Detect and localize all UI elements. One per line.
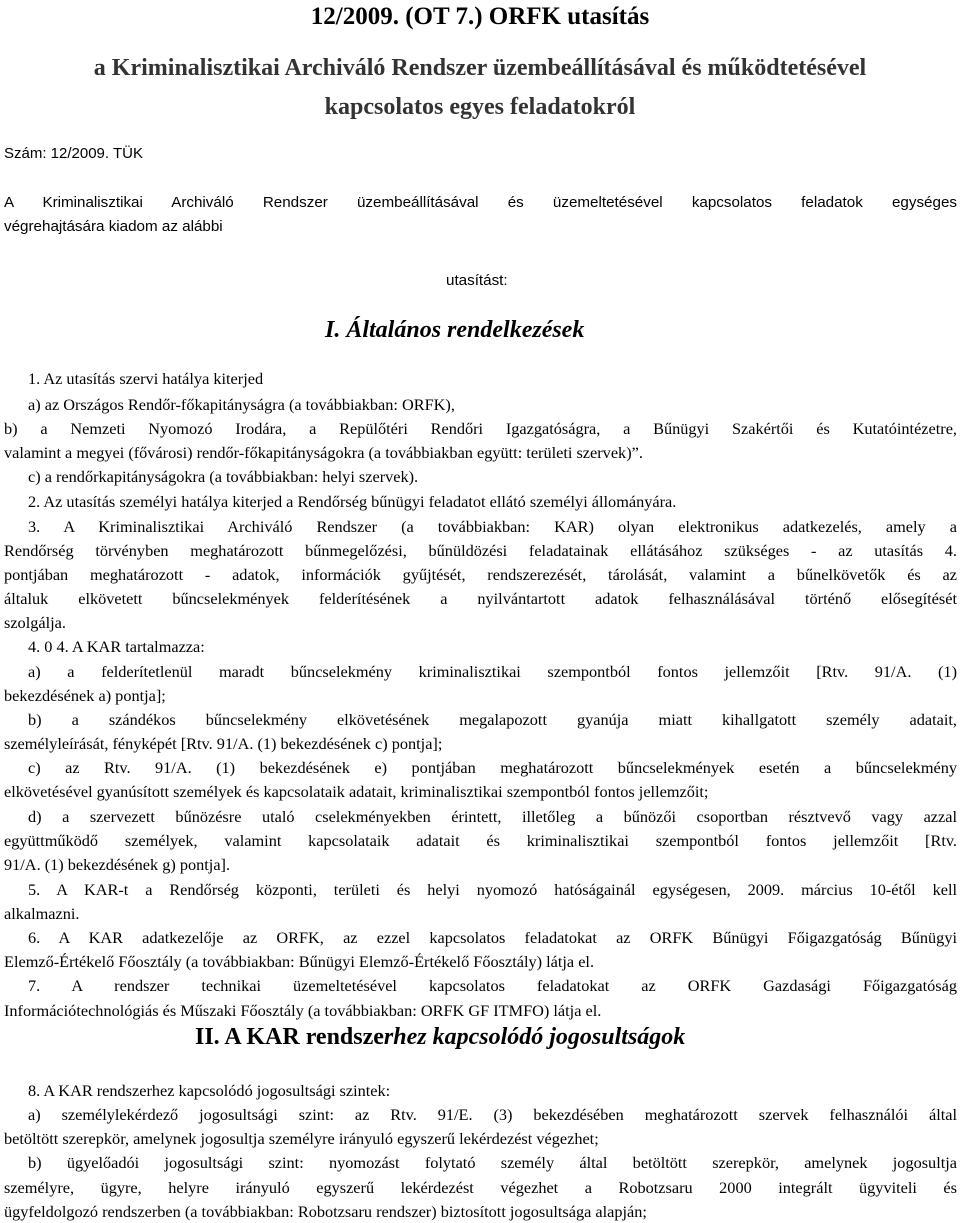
section-1-text-line: c) az Rtv. 91/A. (1) bekezdésének e) pontjában meghatározott bűncselekmények esetén a bűncselekmény bbox=[28, 758, 957, 777]
section-2-heading bbox=[195, 1022, 685, 1052]
title-line-1: 12/2009. (OT 7.) ORFK utasítás bbox=[310, 3, 650, 30]
section-2-text-line: ügyfeldolgozó rendszerben (a továbbiakban: Robotzsaru rendszer) biztosított jogosultsága alapján; bbox=[4, 1202, 647, 1221]
section-1-text-line: bekezdésének a) pontja]; bbox=[4, 686, 166, 705]
section-1-heading: I. Általános rendelkezések bbox=[325, 317, 585, 343]
section-1-text-line: szolgálja. bbox=[4, 613, 66, 632]
preamble-line-1: A Kriminalisztikai Archiváló Rendszer üzembeállításával és üzemeltetésével kapcsolatos feladatok egységes bbox=[4, 194, 957, 211]
section-1-text-line: pontjában meghatározott - adatok, információk gyűjtését, rendszerezését, tárolását, valamint a bűnelkövetők és az bbox=[4, 565, 957, 584]
section-1-text-line: 91/A. (1) bekezdésének g) pontja]. bbox=[4, 855, 231, 874]
section-1-text-line: általuk elkövetett bűncselekmények felderítésének a nyilvántartott adatok felhasználásával történő elősegítését bbox=[4, 589, 957, 608]
section-1-text-line: alkalmazni. bbox=[4, 904, 80, 923]
preamble-line-2: végrehajtására kiadom az alábbi bbox=[4, 218, 223, 235]
section-1-text-line: 6. A KAR adatkezelője az ORFK, az ezzel kapcsolatos feladatokat az ORFK Bűnügyi Főigazgatóság Bűnügyi bbox=[28, 928, 957, 947]
section-1-text-line: 2. Az utasítás személyi hatálya kiterjed a Rendőrség bűnügyi feladatot ellátó személyi állományára. bbox=[28, 492, 677, 511]
document-number: Szám: 12/2009. TÜK bbox=[4, 145, 143, 162]
section-2-text-line: személyre, ügyre, helyre irányuló egyszerű lekérdezést végezhet a Robotzsaru 2000 integrált ügyviteli és bbox=[4, 1178, 957, 1197]
section-1-text-line: valamint a megyei (fővárosi) rendőr-főkapitányságokra (a továbbiakban együtt: területi szervek)”. bbox=[4, 443, 643, 462]
section-1-text-line: a) a felderítetlenül maradt bűncselekmény kriminalisztikai szempontból fontos jellemzőit [Rtv. 91/A. (1) bbox=[28, 662, 957, 681]
section-1-text-line: Rendőrség törvényben meghatározott bűnmegelőzési, bűnüldözési feladatainak ellátásához szükséges - az utasítás 4. bbox=[4, 541, 957, 560]
section-1-text-line: c) a rendőrkapitányságokra (a továbbiakban: helyi szervek). bbox=[28, 467, 419, 486]
section-2-text-line: betöltött szerepkör, amelynek jogosultja személyre irányuló egyszerű lekérdezést végezhet; bbox=[4, 1129, 599, 1148]
section-1-text-line: 1. Az utasítás szervi hatálya kiterjed bbox=[28, 369, 264, 388]
section-1-text-line: együttműködő személyek, valamint kapcsolataik adatait és kriminalisztikai szempontból fontos jellemzőit [Rtv. bbox=[4, 831, 957, 850]
title-line-2: a Kriminalisztikai Archiváló Rendszer üzembeállításával és működtetésével bbox=[93, 55, 867, 81]
section-1-text-line: 4. 0 4. A KAR tartalmazza: bbox=[28, 637, 205, 656]
section-1-text-line: d) a szervezett bűnözésre utaló cselekményekben érintett, illetőleg a bűnözői csoportban résztvevő vagy azzal bbox=[28, 807, 957, 826]
section-1-text-line: b) a szándékos bűncselekmény elkövetésének megalapozott gyanúja miatt kihallgatott személy adatait, bbox=[28, 710, 957, 729]
section-1-text-line: a) az Országos Rendőr-főkapitányságra (a továbbiakban: ORFK), bbox=[28, 395, 455, 414]
section-1-text-line: Információtechnológiás és Műszaki Főosztály (a továbbiakban: ORFK GF ITMFO) látja el. bbox=[4, 1001, 602, 1020]
section-2-heading-italic: rhez kapcsolódó jogosultságok bbox=[383, 1024, 686, 1050]
section-1-text-line: 3. A Kriminalisztikai Archiváló Rendszer (a továbbiakban: KAR) olyan elektronikus adatkezelés, amely a bbox=[28, 517, 957, 536]
section-1-text-line: 5. A KAR-t a Rendőrség központi, területi és helyi nyomozó hatóságainál egységesen, 2009. március 10-étől kell bbox=[28, 880, 957, 899]
section-2-heading-plain: II. A KAR rendsze bbox=[195, 1024, 384, 1050]
section-1-text-line: b) a Nemzeti Nyomozó Irodára, a Repülőtéri Rendőri Igazgatóságra, a Bűnügyi Szakértői és Kutatóintézetre, bbox=[4, 419, 957, 438]
section-1-text-line: személyleírását, fényképét [Rtv. 91/A. (1) bekezdésének c) pontja]; bbox=[4, 734, 443, 753]
utasitast-label: utasítást: bbox=[446, 272, 508, 289]
section-1-text-line: elkövetésével gyanúsított személyek és kapcsolataik adatait, kriminalisztikai szempontból fontos jellemzőit; bbox=[4, 782, 709, 801]
section-2-text-line: 8. A KAR rendszerhez kapcsolódó jogosultsági szintek: bbox=[28, 1081, 391, 1100]
section-1-text-line: Elemző-Értékelő Főosztály (a továbbiakban: Bűnügyi Elemző-Értékelő Főosztály) látja el. bbox=[4, 952, 595, 971]
section-2-text-line: a) személylekérdező jogosultsági szint: az Rtv. 91/E. (3) bekezdésében meghatározott szervek felhasználói által bbox=[28, 1105, 957, 1124]
title-line-3: kapcsolatos egyes feladatokról bbox=[324, 94, 636, 120]
section-2-text-line: b) ügyelőadói jogosultsági szint: nyomozást folytató személy által betöltött szerepkör, amelynek jogosultja bbox=[28, 1153, 957, 1172]
section-1-text-line: 7. A rendszer technikai üzemeltetésével kapcsolatos feladatokat az ORFK Gazdasági Főigazgatóság bbox=[28, 976, 957, 995]
